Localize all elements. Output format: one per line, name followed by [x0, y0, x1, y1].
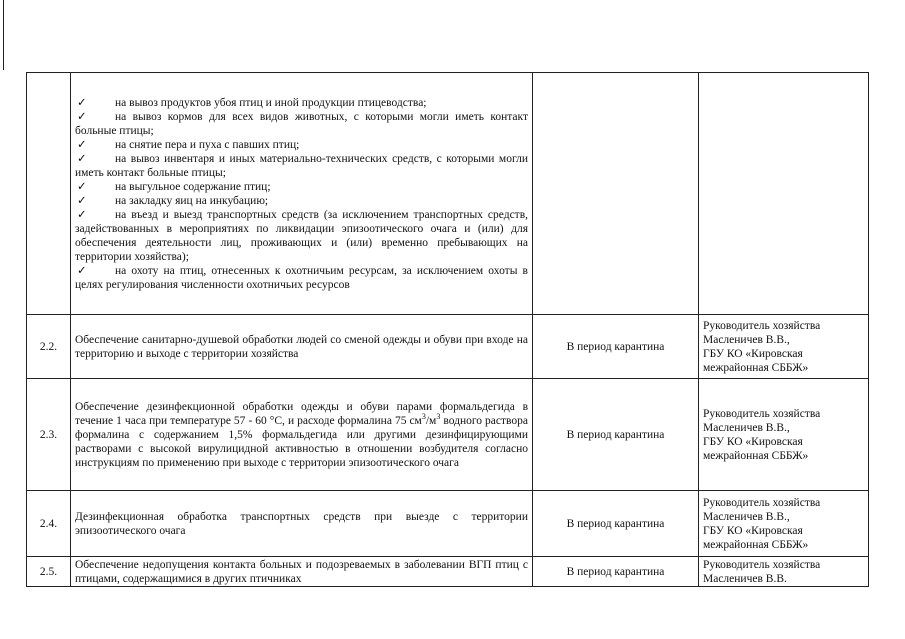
restriction-item: ✓ на вывоз кормов для всех видов животных, с которыми могли иметь контакт больные птицы; — [75, 110, 528, 137]
measures-table — [26, 72, 869, 587]
page-edge-rule — [3, 0, 4, 70]
checkmark-icon: ✓ — [77, 264, 87, 277]
checkmark-icon: ✓ — [77, 110, 87, 123]
responsible-line: Масленичев В.В., — [703, 510, 790, 523]
restriction-item: ✓ на въезд и выезд транспортных средств (за исключением транспортных средств, задействованных в мероприятиях по ликвидации эпизоотического очага и (или) для обеспечения деятельности лиц, проживающих и (или) временно пребывающих на территории хозяйства); — [75, 208, 528, 263]
restrictions-list-cell — [71, 73, 533, 315]
row-number: 2.5. — [27, 557, 71, 587]
responsible-line: межрайонная СББЖ» — [703, 361, 809, 374]
row-number-cell — [27, 73, 71, 315]
responsible-line: Масленичев В.В., — [703, 333, 790, 346]
responsible-line: Руководитель хозяйства — [703, 558, 821, 571]
checkmark-icon: ✓ — [77, 180, 87, 193]
checkmark-icon: ✓ — [77, 208, 87, 221]
row-number: 2.4. — [27, 491, 71, 557]
responsible-cell — [699, 73, 869, 315]
responsible-line: ГБУ КО «Кировская — [703, 347, 803, 360]
restriction-item: ✓ на закладку яиц на инкубацию; — [77, 194, 269, 207]
table-row — [27, 315, 869, 379]
responsible-line: ГБУ КО «Кировская — [703, 435, 803, 448]
checkmark-icon: ✓ — [77, 138, 87, 151]
responsible-cell — [699, 315, 869, 379]
term-text: В период карантина — [533, 315, 699, 379]
action-text: Обеспечение недопущения контакта больных и подозреваемых в заболевании ВГП птиц с птицами, содержащимися в других птичниках — [71, 557, 533, 587]
term-cell — [533, 73, 699, 315]
table-row — [27, 379, 869, 491]
responsible-line: межрайонная СББЖ» — [703, 538, 809, 551]
table-row-continuation — [27, 73, 869, 315]
term-text: В период карантина — [533, 491, 699, 557]
responsible-line: Руководитель хозяйства — [703, 319, 821, 332]
checkmark-icon: ✓ — [77, 96, 87, 109]
responsible-line: Руководитель хозяйства — [703, 407, 821, 420]
restriction-item: ✓ на вывоз инвентаря и иных материально-технических средств, с которыми могли иметь контакт больные птицы; — [75, 152, 528, 179]
restriction-item: ✓ на снятие пера и пуха с павших птиц; — [77, 138, 300, 151]
action-text: Обеспечение дезинфекционной обработки одежды и обуви парами формальдегида в течение 1 часа при температуре 57 - 60 °С, и расходе формалина 75 $см^3/м^3$ водного раствора формалина с содержанием 1,5% формальдегида или другими дезинфицирующими растворами с высокой вирулицидной активностью в отношении возбудителя согласно инструкциям по применению при выходе с территории эпизоотического очага — [71, 379, 533, 491]
responsible-cell — [699, 491, 869, 557]
table-row — [27, 491, 869, 557]
action-text: Обеспечение санитарно-душевой обработки людей со сменой одежды и обуви при входе на территорию и выходе с территории хозяйства — [71, 315, 533, 379]
term-text: В период карантина — [533, 379, 699, 491]
restriction-item: ✓ на выгульное содержание птиц; — [77, 180, 271, 193]
responsible-line: Руководитель хозяйства — [703, 496, 821, 509]
term-text: В период карантина — [533, 557, 699, 587]
responsible-line: Масленичев В.В. — [703, 572, 787, 585]
responsible-line: межрайонная СББЖ» — [703, 449, 809, 462]
restriction-item: ✓ на вывоз продуктов убоя птиц и иной продукции птицеводства; — [77, 96, 427, 109]
checkmark-icon: ✓ — [77, 194, 87, 207]
row-number: 2.3. — [27, 379, 71, 491]
responsible-line: Масленичев В.В., — [703, 421, 790, 434]
restriction-item: ✓ на охоту на птиц, отнесенных к охотничьим ресурсам, за исключением охоты в целях регулирования численности охотничьих ресурсов — [75, 264, 528, 291]
row-number: 2.2. — [27, 315, 71, 379]
action-text: Дезинфекционная обработка транспортных средств при выезде с территории эпизоотического очага — [71, 491, 533, 557]
table-row — [27, 557, 869, 587]
responsible-line: ГБУ КО «Кировская — [703, 524, 803, 537]
responsible-cell — [699, 379, 869, 491]
responsible-cell — [699, 557, 869, 587]
checkmark-icon: ✓ — [77, 152, 87, 165]
